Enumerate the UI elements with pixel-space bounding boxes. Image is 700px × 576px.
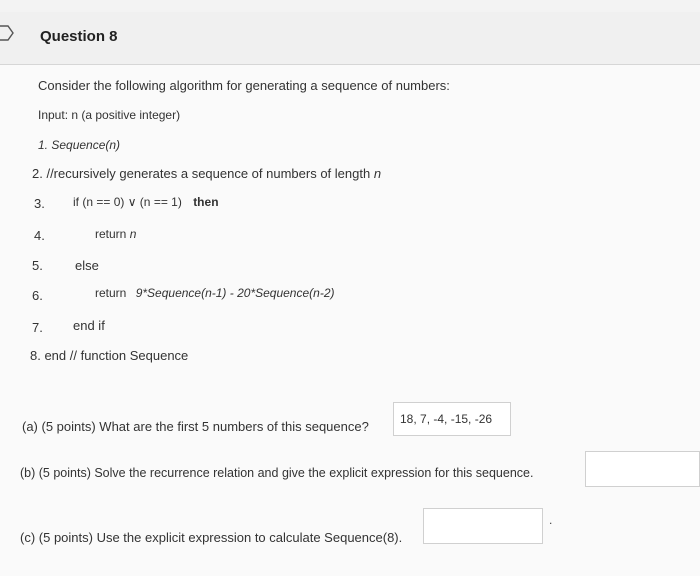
algo-line-2-text: 2. //recursively generates a sequence of numbers of length [32,166,371,181]
part-a-label: (a) (5 points) What are the first 5 numbers of this sequence? [22,419,369,434]
part-c-trailing-dot: . [549,513,553,527]
algo-line-1: 1. Sequence(n) [38,138,121,152]
question-title: Question 8 [40,28,118,45]
algo-line-4-var: n [129,227,137,241]
part-a-answer-field[interactable]: 18, 7, -4, -15, -26 [393,402,511,436]
algo-line-4-code: return [95,227,127,241]
part-c-answer-field[interactable] [423,508,543,544]
algo-line-6 [95,286,335,300]
part-b-answer-field[interactable] [585,451,700,487]
algo-line-5-num: 5. [32,258,43,273]
algo-line-6-code: return [95,286,127,300]
algo-line-6-num: 6. [32,288,43,303]
part-b-label: (b) (5 points) Solve the recurrence relation and give the explicit expression for this sequence. [20,466,534,480]
algo-line-3-code: if (n == 0) ∨ (n == 1) [73,195,182,209]
algo-line-7-code: end if [73,318,105,333]
algo-line-4-num: 4. [34,228,45,243]
question-intro: Consider the following algorithm for generating a sequence of numbers: [38,78,450,93]
algo-line-6-expr: 9*Sequence(n-1) - 20*Sequence(n-2) [135,286,335,300]
algo-line-3-num: 3. [34,196,45,211]
algo-line-8: 8. end // function Sequence [30,348,189,363]
algo-line-7-num: 7. [32,320,43,335]
algo-line-3 [73,195,219,209]
algo-line-2 [32,166,381,181]
part-c-label: (c) (5 points) Use the explicit expression to calculate Sequence(8). [20,530,403,545]
algo-line-5-code: else [75,258,99,273]
question-input: Input: n (a positive integer) [38,108,181,122]
algo-line-2-var: n [373,166,382,181]
algo-line-4 [95,227,136,241]
algo-line-3-then: then [193,195,219,209]
flag-icon[interactable] [0,24,16,42]
